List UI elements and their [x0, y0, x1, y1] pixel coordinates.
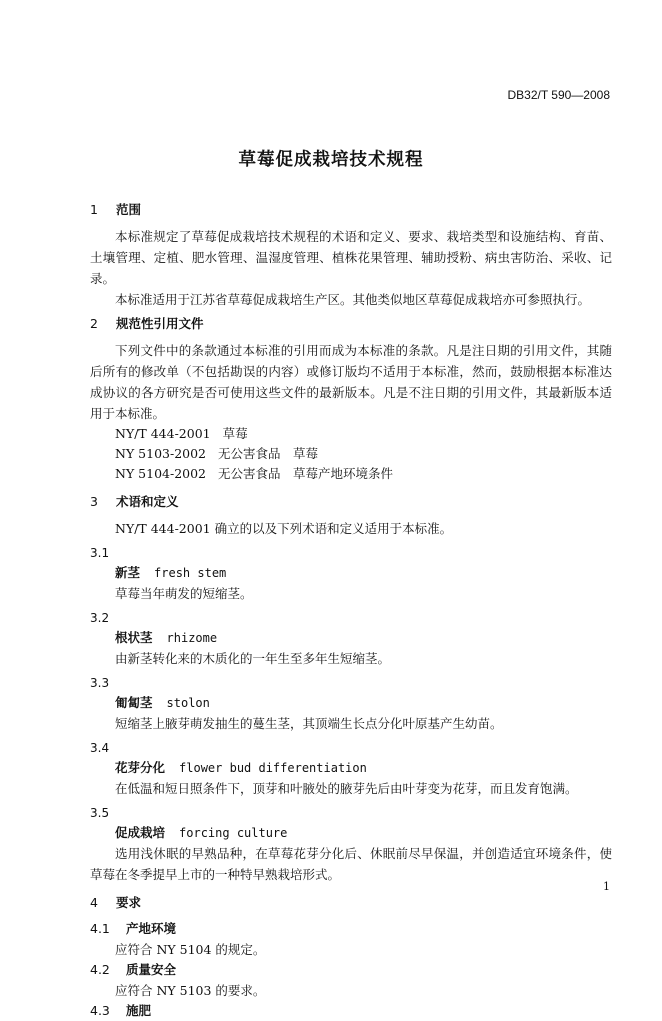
term-definition: 由新茎转化来的木质化的一年生至多年生短缩茎。 [115, 651, 391, 666]
term-number: 3.5 [90, 806, 110, 820]
subsection-4-3-heading: 4.3 施肥 [90, 1003, 152, 1018]
section-1-paragraph-1: 本标准规定了草莓促成栽培技术规程的术语和定义、要求、栽培类型和设施结构、育苗、土壤管理、定植、肥水管理、温湿度管理、植株花果管理、辅助授粉、病虫害防治、采收、记录。 [90, 229, 612, 286]
document-title: 草莓促成栽培技术规程 [238, 150, 424, 170]
subsection-4-2-text: 应符合 NY 5103 的要求。 [115, 983, 266, 998]
term-title: 新茎 fresh stem [115, 565, 227, 580]
subsection-4-1-heading: 4.1 产地环境 [90, 921, 177, 936]
term-definition: 短缩茎上腋芽萌发抽生的蔓生茎，其顶端生长点分化叶原基产生幼苗。 [115, 716, 503, 731]
term-definition: 草莓当年萌发的短缩茎。 [115, 586, 253, 601]
term-definition: 选用浅休眠的早熟品种，在草莓花芽分化后、休眠前尽早保温，并创造适宜环境条件，使草莓在冬季提早上市的一种特早熟栽培形式。 [90, 846, 612, 882]
term-number: 3.4 [90, 741, 110, 755]
subsection-4-2-heading: 4.2 质量安全 [90, 962, 177, 977]
term-definition: 在低温和短日照条件下，顶芽和叶腋处的腋芽先后由叶芽变为花芽，而且发育饱满。 [115, 781, 578, 796]
section-2-paragraph: 下列文件中的条款通过本标准的引用而成为本标准的条款。凡是注日期的引用文件，其随后所有的修改单（不包括勘误的内容）或修订版均不适用于本标准，然而，鼓励根据本标准达成协议的各方研究是否可使用这些文件的最新版本。凡是不注日期的引用文件，其最新版本适用于本标准。 [90, 343, 612, 421]
term-title: 促成栽培 forcing culture [115, 825, 288, 840]
reference-item: NY/T 444-2001 草莓 [115, 426, 248, 441]
subsection-4-1-text: 应符合 NY 5104 的规定。 [115, 942, 266, 957]
section-4-heading: 4 要求 [90, 895, 142, 910]
reference-item: NY 5103-2002 无公害食品 草莓 [115, 446, 319, 461]
section-1-heading: 1 范围 [90, 202, 142, 217]
section-2-heading: 2 规范性引用文件 [90, 316, 204, 331]
term-title: 根状茎 rhizome [115, 630, 218, 645]
page-number: 1 [603, 880, 610, 893]
term-number: 3.2 [90, 611, 110, 625]
term-number: 3.3 [90, 676, 110, 690]
section-3-paragraph: NY/T 444-2001 确立的以及下列术语和定义适用于本标准。 [115, 521, 453, 536]
reference-item: NY 5104-2002 无公害食品 草莓产地环境条件 [115, 466, 394, 481]
document-code: DB32/T 590—2008 [507, 88, 610, 102]
term-title: 匍匐茎 stolon [115, 695, 210, 710]
document-body [90, 200, 612, 1021]
section-1-paragraph-2: 本标准适用于江苏省草莓促成栽培生产区。其他类似地区草莓促成栽培亦可参照执行。 [115, 292, 591, 307]
term-number: 3.1 [90, 546, 110, 560]
term-title: 花芽分化 flower bud differentiation [115, 760, 367, 775]
section-3-heading: 3 术语和定义 [90, 494, 179, 509]
